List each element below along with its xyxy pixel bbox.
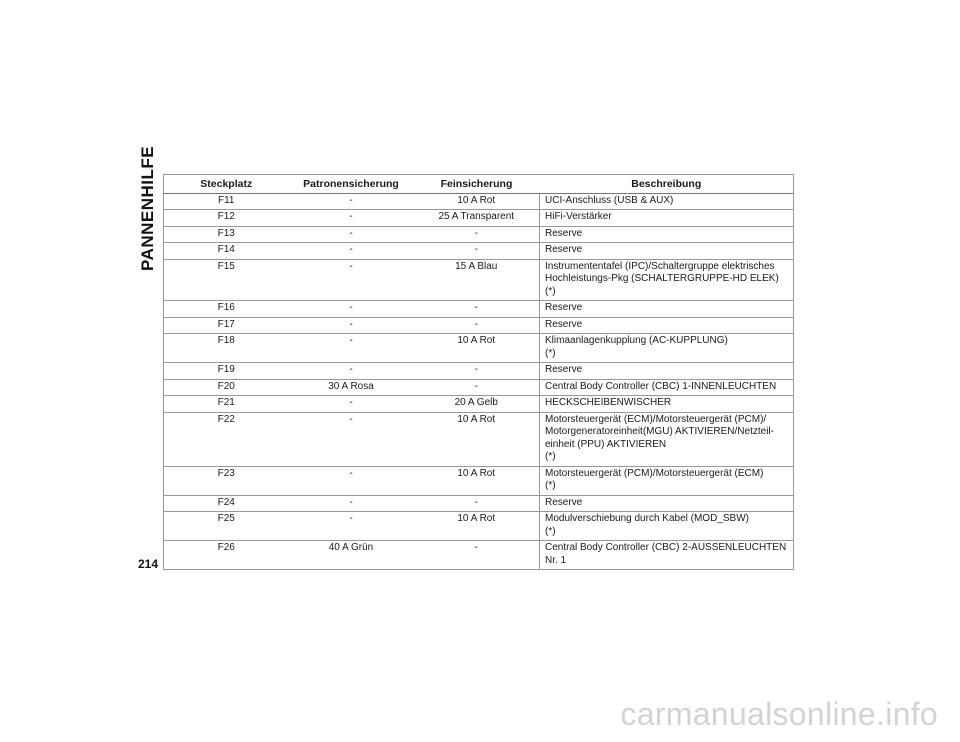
description-line: Reserve <box>545 227 583 239</box>
description-cell <box>540 259 794 301</box>
description-cell <box>540 495 794 512</box>
cartridge-fuse-cell: - <box>289 363 414 380</box>
cartridge-fuse-cell: - <box>289 396 414 413</box>
description-line: Motorsteuergerät (ECM)/Motorsteuergerät (PCM)/ <box>545 413 767 425</box>
slot-cell: F11 <box>164 193 289 210</box>
cartridge-fuse-cell: - <box>289 495 414 512</box>
description-line: Reserve <box>545 364 583 375</box>
mini-fuse-cell: 10 A Rot <box>414 334 540 363</box>
cartridge-fuse-cell: - <box>289 301 414 318</box>
description-line: Nr. 1 <box>545 554 567 566</box>
slot-cell: F19 <box>164 363 289 380</box>
mini-fuse-cell: - <box>414 317 540 334</box>
section-title: PANNENHILFE <box>138 145 157 271</box>
table-row <box>164 193 794 210</box>
mini-fuse-cell: - <box>414 363 540 380</box>
description-cell <box>540 226 794 243</box>
table-row <box>164 259 794 301</box>
description-cell <box>540 379 794 396</box>
mini-fuse-cell: 20 A Gelb <box>414 396 540 413</box>
description-line: Reserve <box>545 496 583 508</box>
description-cell <box>540 512 794 541</box>
table-row <box>164 512 794 541</box>
description-line: (*) <box>545 525 556 537</box>
description-line: Central Body Controller (CBC) 2-AUSSENLEUCHTEN <box>545 542 787 553</box>
slot-cell: F22 <box>164 412 289 466</box>
table-row <box>164 363 794 380</box>
watermark: carmanualsonline.info <box>620 696 938 732</box>
description-line: (*) <box>545 285 556 297</box>
description-line: UCI-Anschluss (USB & AUX) <box>545 194 674 206</box>
slot-cell: F13 <box>164 226 289 243</box>
cartridge-fuse-cell: - <box>289 412 414 466</box>
fuse-table-body <box>164 193 794 570</box>
description-line: Instrumententafel (IPC)/Schaltergruppe elektrisches <box>545 260 775 272</box>
description-cell <box>540 334 794 363</box>
table-row <box>164 541 794 570</box>
mini-fuse-cell: 10 A Rot <box>414 412 540 466</box>
description-cell <box>540 541 794 570</box>
table-row <box>164 466 794 495</box>
header-steckplatz: Steckplatz <box>164 175 289 194</box>
slot-cell: F23 <box>164 466 289 495</box>
slot-cell: F14 <box>164 243 289 260</box>
mini-fuse-cell: - <box>414 495 540 512</box>
fuse-table <box>163 174 794 570</box>
description-cell <box>540 466 794 495</box>
table-row <box>164 495 794 512</box>
table-row <box>164 226 794 243</box>
slot-cell: F18 <box>164 334 289 363</box>
description-line: Modulverschiebung durch Kabel (MOD_SBW) <box>545 513 749 524</box>
mini-fuse-cell: - <box>414 226 540 243</box>
cartridge-fuse-cell: - <box>289 243 414 260</box>
description-line: (*) <box>545 347 556 359</box>
slot-cell: F26 <box>164 541 289 570</box>
page-number: 214 <box>138 557 159 571</box>
mini-fuse-cell: - <box>414 301 540 318</box>
description-line: einheit (PPU) AKTIVIEREN <box>545 438 667 450</box>
description-cell <box>540 210 794 227</box>
header-patronensicherung: Patronensicherung <box>289 175 414 194</box>
description-cell <box>540 412 794 466</box>
description-cell <box>540 317 794 334</box>
mini-fuse-cell: 25 A Transparent <box>414 210 540 227</box>
description-line: (*) <box>545 480 556 491</box>
slot-cell: F20 <box>164 379 289 396</box>
description-cell <box>540 301 794 318</box>
description-line: Motorsteuergerät (PCM)/Motorsteuergerät (ECM) <box>545 467 764 479</box>
description-line: HiFi-Verstärker <box>545 211 612 222</box>
cartridge-fuse-cell: - <box>289 317 414 334</box>
cartridge-fuse-cell: - <box>289 512 414 541</box>
description-line: Hochleistungs-Pkg (SCHALTERGRUPPE-HD ELEK) <box>545 273 779 284</box>
cartridge-fuse-cell: 30 A Rosa <box>289 379 414 396</box>
description-line: HECKSCHEIBENWISCHER <box>545 397 672 408</box>
mini-fuse-cell: 10 A Rot <box>414 466 540 495</box>
description-line: Motorgeneratoreinheit(MGU) AKTIVIEREN/Netzteil- <box>545 426 774 437</box>
description-line: Central Body Controller (CBC) 1-INNENLEUCHTEN <box>545 380 777 392</box>
description-line: Reserve <box>545 318 583 330</box>
cartridge-fuse-cell: - <box>289 466 414 495</box>
table-row <box>164 210 794 227</box>
cartridge-fuse-cell: - <box>289 334 414 363</box>
table-row <box>164 379 794 396</box>
mini-fuse-cell: 10 A Rot <box>414 193 540 210</box>
description-line: Reserve <box>545 244 583 255</box>
table-row <box>164 412 794 466</box>
slot-cell: F16 <box>164 301 289 318</box>
description-cell <box>540 396 794 413</box>
cartridge-fuse-cell: - <box>289 226 414 243</box>
header-feinsicherung: Feinsicherung <box>414 175 540 194</box>
description-line: Klimaanlagenkupplung (AC-KUPPLUNG) <box>545 335 728 346</box>
description-cell <box>540 363 794 380</box>
slot-cell: F12 <box>164 210 289 227</box>
description-line: (*) <box>545 451 556 462</box>
cartridge-fuse-cell: - <box>289 259 414 301</box>
slot-cell: F21 <box>164 396 289 413</box>
cartridge-fuse-cell: - <box>289 193 414 210</box>
slot-cell: F25 <box>164 512 289 541</box>
description-line: Reserve <box>545 302 583 313</box>
description-cell <box>540 243 794 260</box>
table-row <box>164 243 794 260</box>
mini-fuse-cell: - <box>414 379 540 396</box>
mini-fuse-cell: 15 A Blau <box>414 259 540 301</box>
table-row <box>164 334 794 363</box>
table-header-row <box>164 175 794 194</box>
table-row <box>164 396 794 413</box>
mini-fuse-cell: - <box>414 541 540 570</box>
header-beschreibung: Beschreibung <box>540 175 794 194</box>
cartridge-fuse-cell: 40 A Grün <box>289 541 414 570</box>
slot-cell: F17 <box>164 317 289 334</box>
table-row <box>164 301 794 318</box>
slot-cell: F15 <box>164 259 289 301</box>
mini-fuse-cell: 10 A Rot <box>414 512 540 541</box>
cartridge-fuse-cell: - <box>289 210 414 227</box>
mini-fuse-cell: - <box>414 243 540 260</box>
description-cell <box>540 193 794 210</box>
table-row <box>164 317 794 334</box>
slot-cell: F24 <box>164 495 289 512</box>
